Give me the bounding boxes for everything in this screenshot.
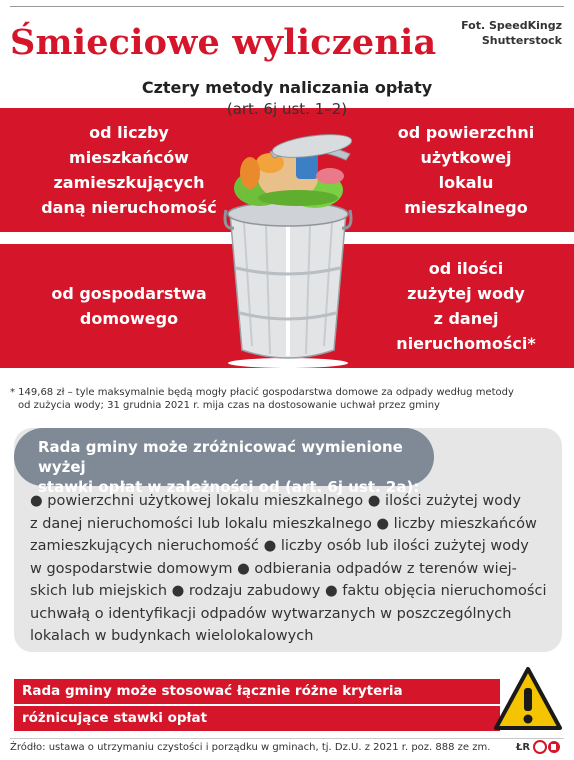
method-line: mieszkalnego <box>404 198 528 217</box>
method-line: z danej <box>433 309 499 328</box>
warning-icon <box>493 666 563 732</box>
method-line: od powierzchni <box>397 123 535 142</box>
top-rule <box>10 6 564 7</box>
author-initials: ŁR <box>516 742 531 753</box>
criteria-line: skich lub miejskich ● rodzaju zabudowy ● faktu objęcia nieruchomości <box>30 583 547 599</box>
method-line: mieszkańców <box>69 148 189 167</box>
heading-line-1: Rada gminy może zróżnicować wymienione wyżej <box>38 438 403 476</box>
criteria-line: z danej nieruchomości lub lokalu mieszkalnego ● liczby mieszkańców <box>30 515 537 532</box>
differentiation-heading <box>14 428 434 496</box>
method-line: daną nieruchomość <box>41 198 217 217</box>
criteria-list <box>30 490 552 648</box>
heading-line-2: stawki opłat w zależności od (art. 6j ust. 2a): <box>38 478 420 496</box>
method-line: lokalu <box>438 173 494 192</box>
method-line: od ilości <box>428 259 504 278</box>
pap-logo-icon <box>533 740 563 754</box>
method-line: od liczby <box>89 123 169 142</box>
method-line: użytkowej <box>420 148 512 167</box>
criteria-line: zamieszkujących nieruchomość ● liczby osób lub ilości zużytej wody <box>30 538 529 554</box>
footnote-line-2: od zużycia wody; 31 grudnia 2021 r. mija czas na dostosowanie uchwał przez gminy <box>18 400 440 411</box>
method-line: domowego <box>79 309 179 328</box>
subtitle: Cztery metody naliczania opłaty <box>141 78 433 97</box>
page-title: Śmieciowe wyliczenia <box>10 22 437 63</box>
subtitle-reference: (art. 6j ust. 1–2) <box>226 100 348 118</box>
criteria-line: w gospodarstwie domowym ● odbierania odpadów z terenów wiej- <box>30 560 517 577</box>
source-note: Źródło: ustawa o utrzymaniu czystości i porządku w gminach, tj. Dz.U. z 2021 r. poz. 888 ze zm. <box>10 742 491 753</box>
photo-credit <box>442 18 562 48</box>
footnote <box>10 386 550 412</box>
method-line: od gospodarstwa <box>51 284 207 303</box>
criteria-line: ● powierzchni użytkowej lokalu mieszkalnego ● ilości zużytej wody <box>30 493 521 509</box>
notice-bar-2: różnicujące stawki opłat <box>14 706 500 731</box>
method-line: zużytej wody <box>407 284 525 303</box>
footnote-line-1: * 149,68 zł – tyle maksymalnie będą mogły płacić gospodarstwa domowe za odpady według metody <box>10 387 514 398</box>
method-line: zamieszkujących <box>53 173 205 192</box>
trash-can-illustration <box>200 118 375 368</box>
criteria-line: uchwałą o identyfikacji odpadów wytwarzanych w poszczególnych <box>30 605 512 622</box>
credit-line-1: Fot. SpeedKingz <box>461 19 562 32</box>
credit-line-2: Shutterstock <box>481 34 562 47</box>
bottom-rule <box>10 738 564 739</box>
method-line: nieruchomości* <box>396 334 536 353</box>
criteria-line: lokalach w budynkach wielolokalowych <box>30 628 314 644</box>
notice-bar-1: Rada gminy może stosować łącznie różne kryteria <box>14 679 500 704</box>
